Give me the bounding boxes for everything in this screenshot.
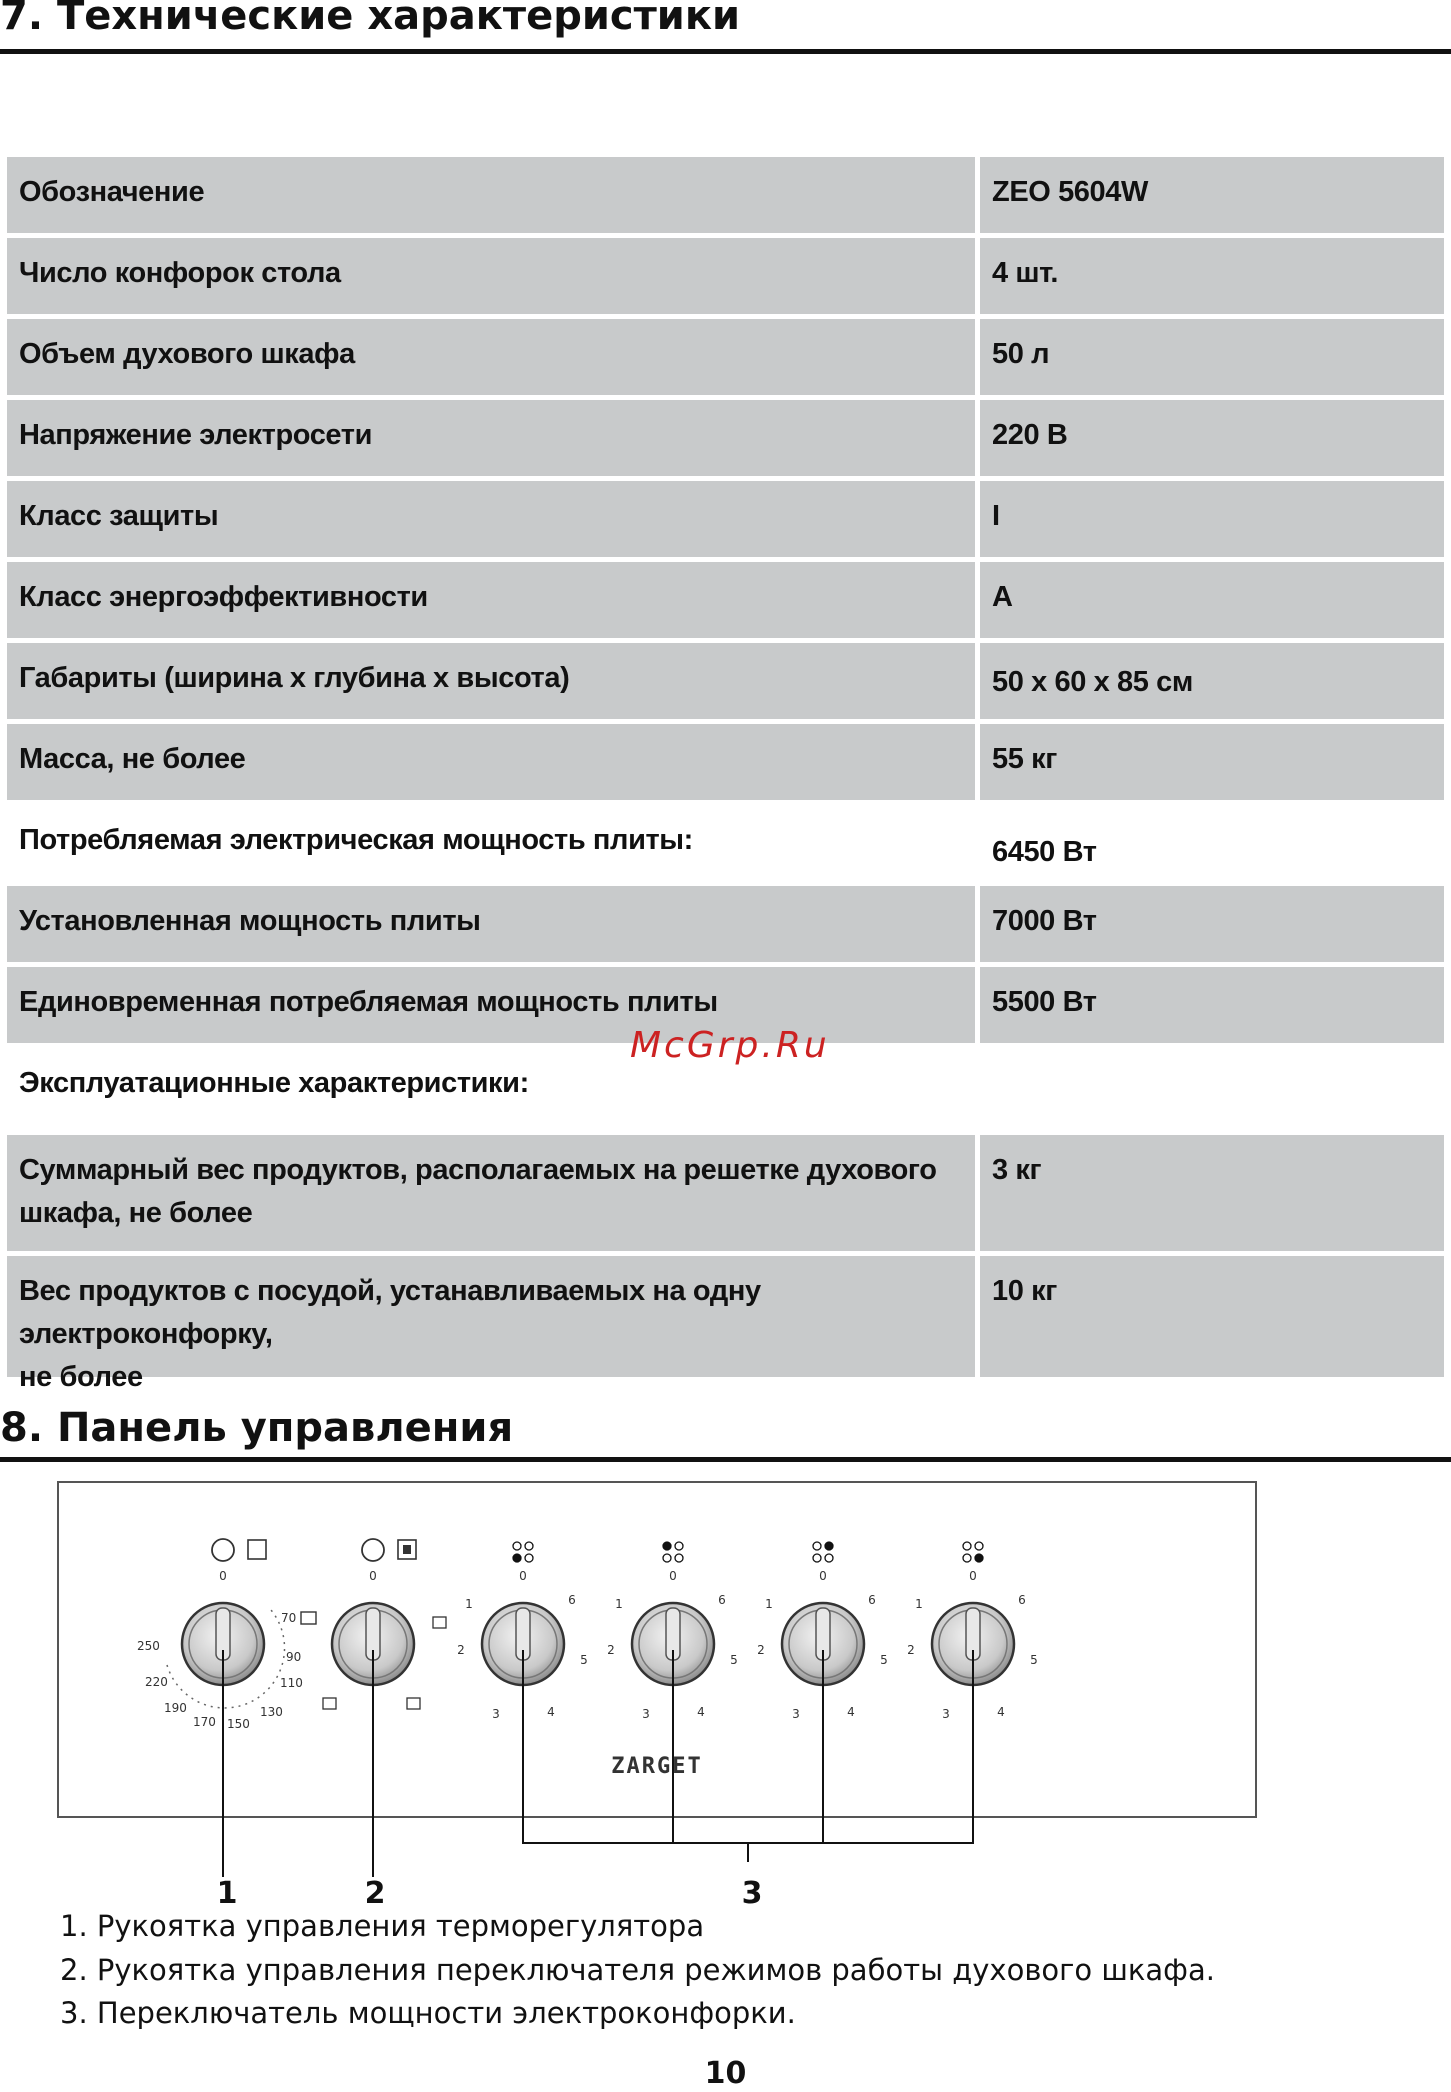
legend-item: 1. Рукоятка управления терморегулятора [60,1909,705,1943]
spec-value: I [980,481,1444,557]
spec-row [7,157,1444,233]
power-level-label: 6 [718,1593,726,1607]
spec-row [7,1256,1444,1393]
spec-row [7,319,1444,395]
power-level-label: 1 [765,1597,773,1611]
power-level-label: 5 [580,1653,588,1667]
spec-value: 4 шт. [980,238,1444,314]
power-level-label: 6 [1018,1593,1026,1607]
spec-row [7,724,1444,800]
power-level-label: 4 [547,1705,555,1719]
spec-row [7,238,1444,314]
spec-subheading: Эксплуатационные характеристики: [7,1048,1444,1124]
power-level-label: 2 [607,1643,615,1657]
brand-logo: ZARGET [611,1754,703,1779]
power-level-label: 1 [465,1597,473,1611]
spec-value: 6450 Вт [980,805,1444,881]
spec-value: A [980,562,1444,638]
temperature-label: 130 [260,1705,283,1719]
spec-label: Потребляемая электрическая мощность плиты: [7,805,975,881]
spec-label: Габариты (ширина х глубина х высота) [7,643,975,719]
spec-value: 220 В [980,400,1444,476]
knob-zero-label: 0 [969,1569,977,1583]
callout-number: 2 [364,1876,386,1910]
spec-value: 10 кг [980,1256,1444,1377]
spec-label [7,1135,975,1251]
spec-value: 50 л [980,319,1444,395]
knob-zero-label: 0 [219,1569,227,1583]
spec-label-line: Суммарный вес продуктов, располагаемых на решетке духового [19,1154,937,1186]
power-level-label: 3 [942,1707,950,1721]
spec-label: Класс защиты [7,481,975,557]
spec-label: Единовременная потребляемая мощность плиты [7,967,975,1043]
power-level-label: 6 [568,1593,576,1607]
spec-label: Установленная мощность плиты [7,886,975,962]
callout-number: 1 [216,1876,238,1910]
knob-zero-label: 0 [819,1569,827,1583]
spec-value: 3 кг [980,1135,1444,1251]
power-level-label: 1 [915,1597,923,1611]
power-level-label: 4 [697,1705,705,1719]
spec-value: 50 х 60 х 85 см [980,643,1444,719]
oven-mode-icon-fill [403,1545,411,1554]
power-level-label: 2 [457,1643,465,1657]
spec-row [7,400,1444,476]
spec-label: Обозначение [7,157,975,233]
temperature-label: 110 [280,1676,303,1690]
temperature-label: 70 [281,1611,297,1625]
temperature-label: 220 [145,1675,168,1689]
spec-label: Число конфорок стола [7,238,975,314]
spec-row [7,481,1444,557]
control-panel-diagram [55,1480,1265,1910]
spec-label-line: не более [19,1361,143,1393]
power-level-label: 3 [492,1707,500,1721]
spec-value: ZEO 5604W [980,157,1444,233]
spec-value: 5500 Вт [980,967,1444,1043]
spec-row [7,562,1444,638]
temperature-label: 150 [227,1717,250,1731]
callout-number: 3 [741,1876,763,1910]
power-level-label: 4 [847,1705,855,1719]
power-level-label: 3 [792,1707,800,1721]
spec-value: 55 кг [980,724,1444,800]
power-level-label: 5 [730,1653,738,1667]
legend-item: 2. Рукоятка управления переключателя режимов работы духового шкафа. [60,1953,1215,1987]
watermark: McGrp.Ru [630,1025,830,1066]
temperature-label: 250 [137,1639,160,1653]
section-7-title: 7. Технические характеристики [0,0,740,39]
spec-label: Масса, не более [7,724,975,800]
section-8-title: 8. Панель управления [0,1405,514,1451]
spec-value: 7000 Вт [980,886,1444,962]
power-level-label: 5 [880,1653,888,1667]
spec-label: Напряжение электросети [7,400,975,476]
spec-label-line: шкафа, не более [19,1197,253,1229]
temperature-label: 170 [193,1715,216,1729]
legend-item: 3. Переключатель мощности электроконфорки. [60,1996,796,2030]
knob-zero-label: 0 [519,1569,527,1583]
spec-row [7,643,1444,719]
power-level-label: 6 [868,1593,876,1607]
power-level-label: 3 [642,1707,650,1721]
section-8-rule [0,1457,1451,1462]
spec-row [7,805,1444,881]
power-level-label: 4 [997,1705,1005,1719]
spec-row [7,886,1444,962]
knob-zero-label: 0 [669,1569,677,1583]
power-level-label: 5 [1030,1653,1038,1667]
temperature-label: 90 [286,1650,302,1664]
spec-label: Объем духового шкафа [7,319,975,395]
temperature-label: 190 [164,1701,187,1715]
power-level-label: 2 [907,1643,915,1657]
power-level-label: 1 [615,1597,623,1611]
spec-label-line: Вес продуктов с посудой, устанавливаемых на одну электроконфорку, [19,1275,761,1350]
page-number: 10 [704,2056,747,2091]
section-7-rule [0,49,1451,54]
spec-row [7,1135,1444,1251]
knob-zero-label: 0 [369,1569,377,1583]
spec-label [7,1256,975,1393]
spec-label: Класс энергоэффективности [7,562,975,638]
power-level-label: 2 [757,1643,765,1657]
